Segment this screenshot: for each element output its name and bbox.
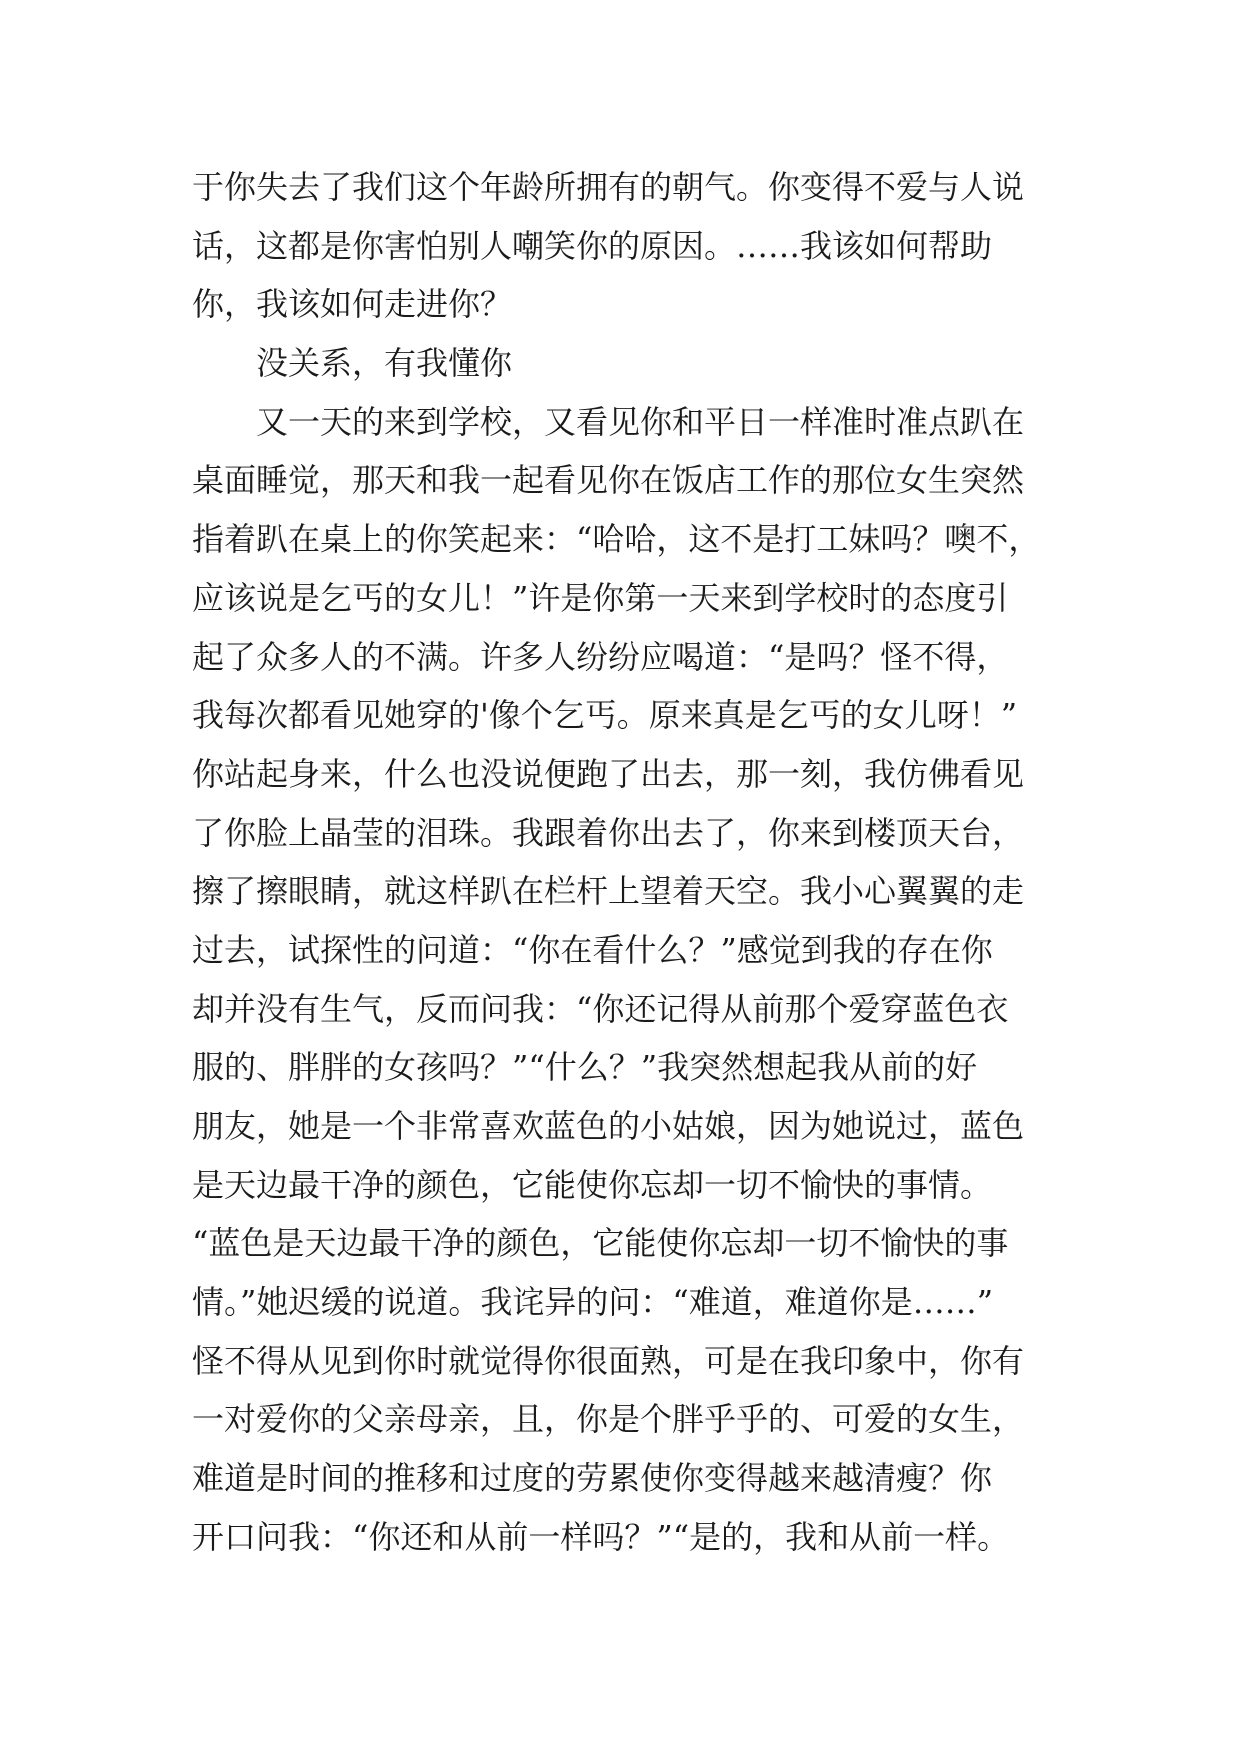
text-line: 却并没有生气，反而问我：“你还记得从前那个爱穿蓝色衣 <box>192 989 1009 1028</box>
text-line: 于你失去了我们这个年龄所拥有的朝气。你变得不爱与人说 <box>192 168 1025 206</box>
text-line: 起了众多人的不满。许多人纷纷应喝道：“是吗？怪不得， <box>192 637 1009 676</box>
text-line: 过去，试探性的问道：“你在看什么？”感觉到我的存在你 <box>192 930 993 969</box>
text-line: 桌面睡觉，那天和我一起看见你在饭店工作的那位女生突然 <box>192 461 1025 500</box>
text-line: 开口问我：“你还和从前一样吗？”“是的，我和从前一样。 <box>192 1517 1010 1556</box>
text-line: 又一天的来到学校，又看见你和平日一样准时准点趴在 <box>256 402 1025 441</box>
text-line: 服的、胖胖的女孩吗？”“什么？”我突然想起我从前的好 <box>192 1048 978 1087</box>
text-line: 难道是时间的推移和过度的劳累使你变得越来越清瘦？你 <box>192 1459 993 1498</box>
text-line: 应该说是乞丐的女儿！”许是你第一天来到学校时的态度引 <box>192 578 1009 617</box>
text-line: 是天边最干净的颜色，它能使你忘却一切不愉快的事情。 <box>192 1165 993 1204</box>
body-text <box>192 158 1072 1567</box>
text-line: 一对爱你的父亲母亲，且，你是个胖乎乎的、可爱的女生， <box>192 1400 1025 1439</box>
text-line: 我每次都看见她穿的'像个乞丐。原来真是乞丐的女儿呀！” <box>192 696 1018 735</box>
text-line: 了你脸上晶莹的泪珠。我跟着你出去了，你来到楼顶天台， <box>192 813 1025 852</box>
text-line: 话，这都是你害怕别人嘲笑你的原因。……我该如何帮助 <box>192 226 993 265</box>
text-line: 朋友，她是一个非常喜欢蓝色的小姑娘，因为她说过，蓝色 <box>192 1107 1025 1145</box>
text-line: 没关系，有我懂你 <box>256 344 513 383</box>
text-line: 擦了擦眼睛，就这样趴在栏杆上望着天空。我小心翼翼的走 <box>192 872 1025 911</box>
text-line: 怪不得从见到你时就觉得你很面熟，可是在我印象中，你有 <box>192 1341 1025 1380</box>
text-line: 指着趴在桌上的你笑起来：“哈哈，这不是打工妹吗？噢不， <box>192 520 1041 559</box>
text-line: 你站起身来，什么也没说便跑了出去，那一刻，我仿佛看见 <box>192 754 1025 793</box>
text-line: 你，我该如何走进你？ <box>192 285 513 324</box>
text-line: 情。”她迟缓的说道。我诧异的问：“难道，难道你是……” <box>192 1283 994 1322</box>
text-line: “蓝色是天边最干净的颜色，它能使你忘却一切不愉快的事 <box>192 1224 1009 1263</box>
